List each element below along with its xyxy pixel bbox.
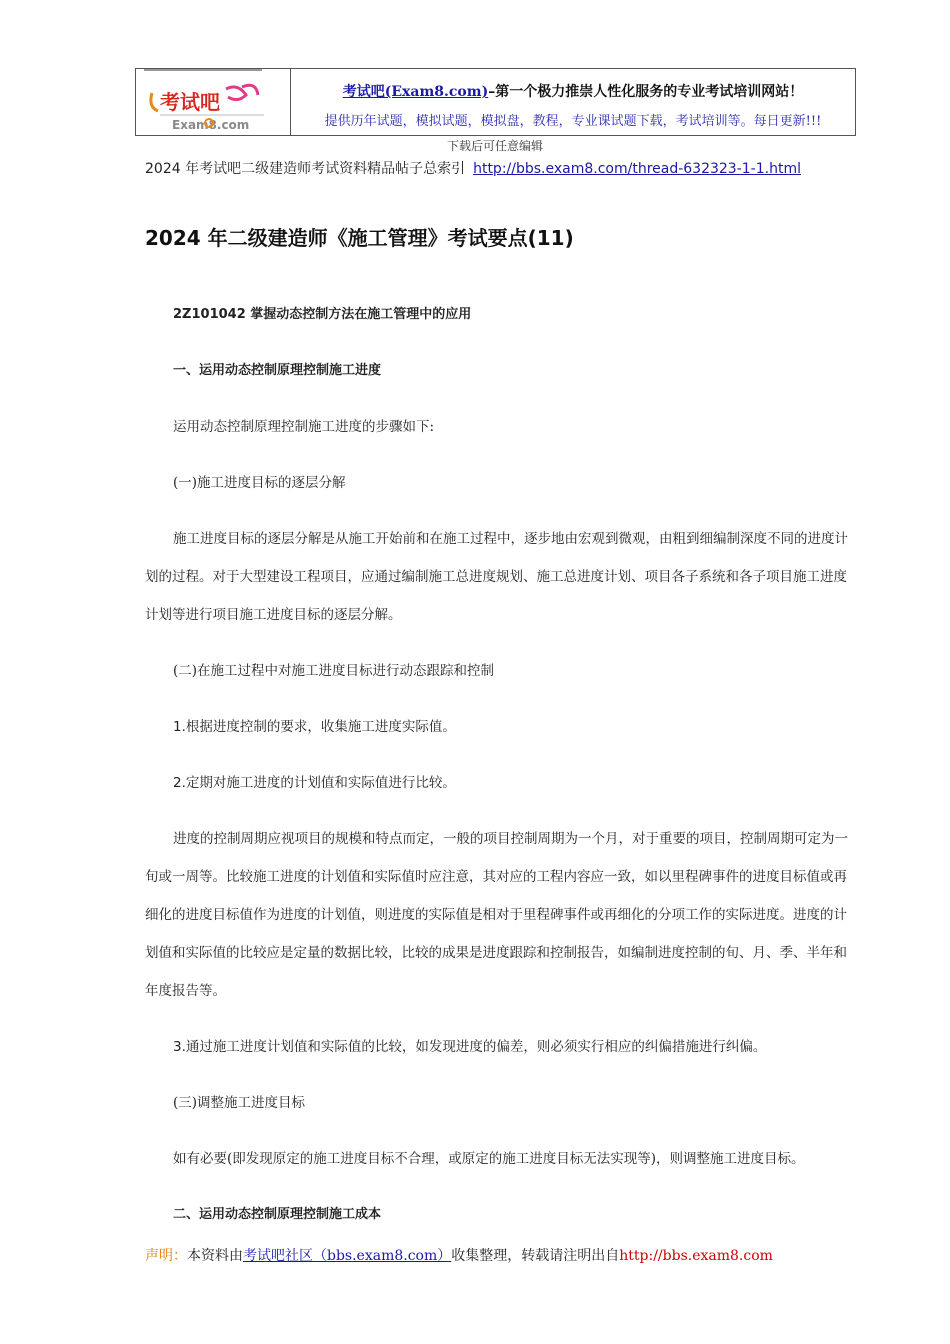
list-item: 1.根据进度控制的要求，收集施工进度实际值。	[173, 719, 456, 735]
index-link[interactable]: http://bbs.exam8.com/thread-632323-1-1.html	[473, 161, 801, 177]
section-heading-2: 二、运用动态控制原理控制施工成本	[173, 1207, 382, 1222]
list-item: 3.通过施工进度计划值和实际值的比较，如发现进度的偏差，则必须实行相应的纠偏措施进行纠偏。	[173, 1039, 767, 1055]
paragraph: 运用动态控制原理控制施工进度的步骤如下:	[173, 419, 435, 435]
header-tagline: –第一个极力推崇人性化服务的专业考试培训网站！	[488, 84, 804, 100]
header-text	[291, 69, 855, 135]
footer-prefix: 本资料由	[187, 1248, 243, 1264]
header-banner	[135, 68, 856, 136]
list-item: 2.定期对施工进度的计划值和实际值进行比较。	[173, 775, 456, 791]
site-logo[interactable]	[136, 69, 291, 135]
section-code-heading: 2Z101042 掌握动态控制方法在施工管理中的应用	[173, 307, 472, 322]
article-body	[145, 296, 850, 1234]
page-title: 2024 年二级建造师《施工管理》考试要点(11)	[145, 226, 574, 250]
footer-suffix: 收集整理，转载请注明出自	[451, 1248, 620, 1264]
subheading: (一)施工进度目标的逐层分解	[173, 475, 346, 491]
brand-link[interactable]: 考试吧(Exam8.com)	[342, 84, 489, 100]
exam8-logo-icon	[146, 77, 286, 135]
logo-top-bar	[144, 69, 262, 71]
footer-url[interactable]: http://bbs.exam8.com	[619, 1248, 773, 1264]
svg-text:考试吧: 考试吧	[160, 90, 220, 114]
footer-label: 声明：	[145, 1248, 187, 1264]
header-headline	[291, 81, 855, 101]
paragraph: 进度的控制周期应视项目的规模和特点而定，一般的项目控制周期为一个月，对于重要的项目，控制周期可定为一旬或一周等。比较施工进度的计划值和实际值时应注意，其对应的工程内容应一致，如以里程碑事件的进度目标值或再细化的进度目标值作为进度的计划值，则进度的实际值是相对于里程碑事件或再细化的分项工作的实际进度。进度的计划值和实际值的比较应是定量的数据比较，比较的成果是进度跟踪和控制报告，如编制进度控制的旬、月、季、半年和年度报告等。	[145, 831, 848, 999]
index-line	[145, 158, 801, 178]
paragraph: 施工进度目标的逐层分解是从施工开始前和在施工过程中，逐步地由宏观到微观，由粗到细编制深度不同的进度计划的过程。对于大型建设工程项目，应通过编制施工总进度规划、施工总进度计划、项目各子系统和各子项目施工进度计划等进行项目施工进度目标的逐层分解。	[145, 531, 848, 623]
subheading: (三)调整施工进度目标	[173, 1095, 306, 1111]
subheading: (二)在施工过程中对施工进度目标进行动态跟踪和控制	[173, 663, 495, 679]
edit-note: 下载后可任意编辑	[446, 139, 543, 153]
footer-notice	[145, 1245, 773, 1265]
svg-text:Exam8.com: Exam8.com	[172, 118, 250, 132]
section-heading-1: 一、运用动态控制原理控制施工进度	[173, 363, 382, 378]
paragraph: 如有必要(即发现原定的施工进度目标不合理，或原定的施工进度目标无法实现等)，则调整施工进度目标。	[173, 1151, 805, 1167]
footer-community-link[interactable]: 考试吧社区（bbs.exam8.com）	[243, 1248, 452, 1264]
header-services: 提供历年试题，模拟试题，模拟盘，教程，专业课试题下载，考试培训等。每日更新!!!	[324, 114, 822, 129]
index-text: 2024 年考试吧二级建造师考试资料精品帖子总索引	[145, 161, 466, 177]
